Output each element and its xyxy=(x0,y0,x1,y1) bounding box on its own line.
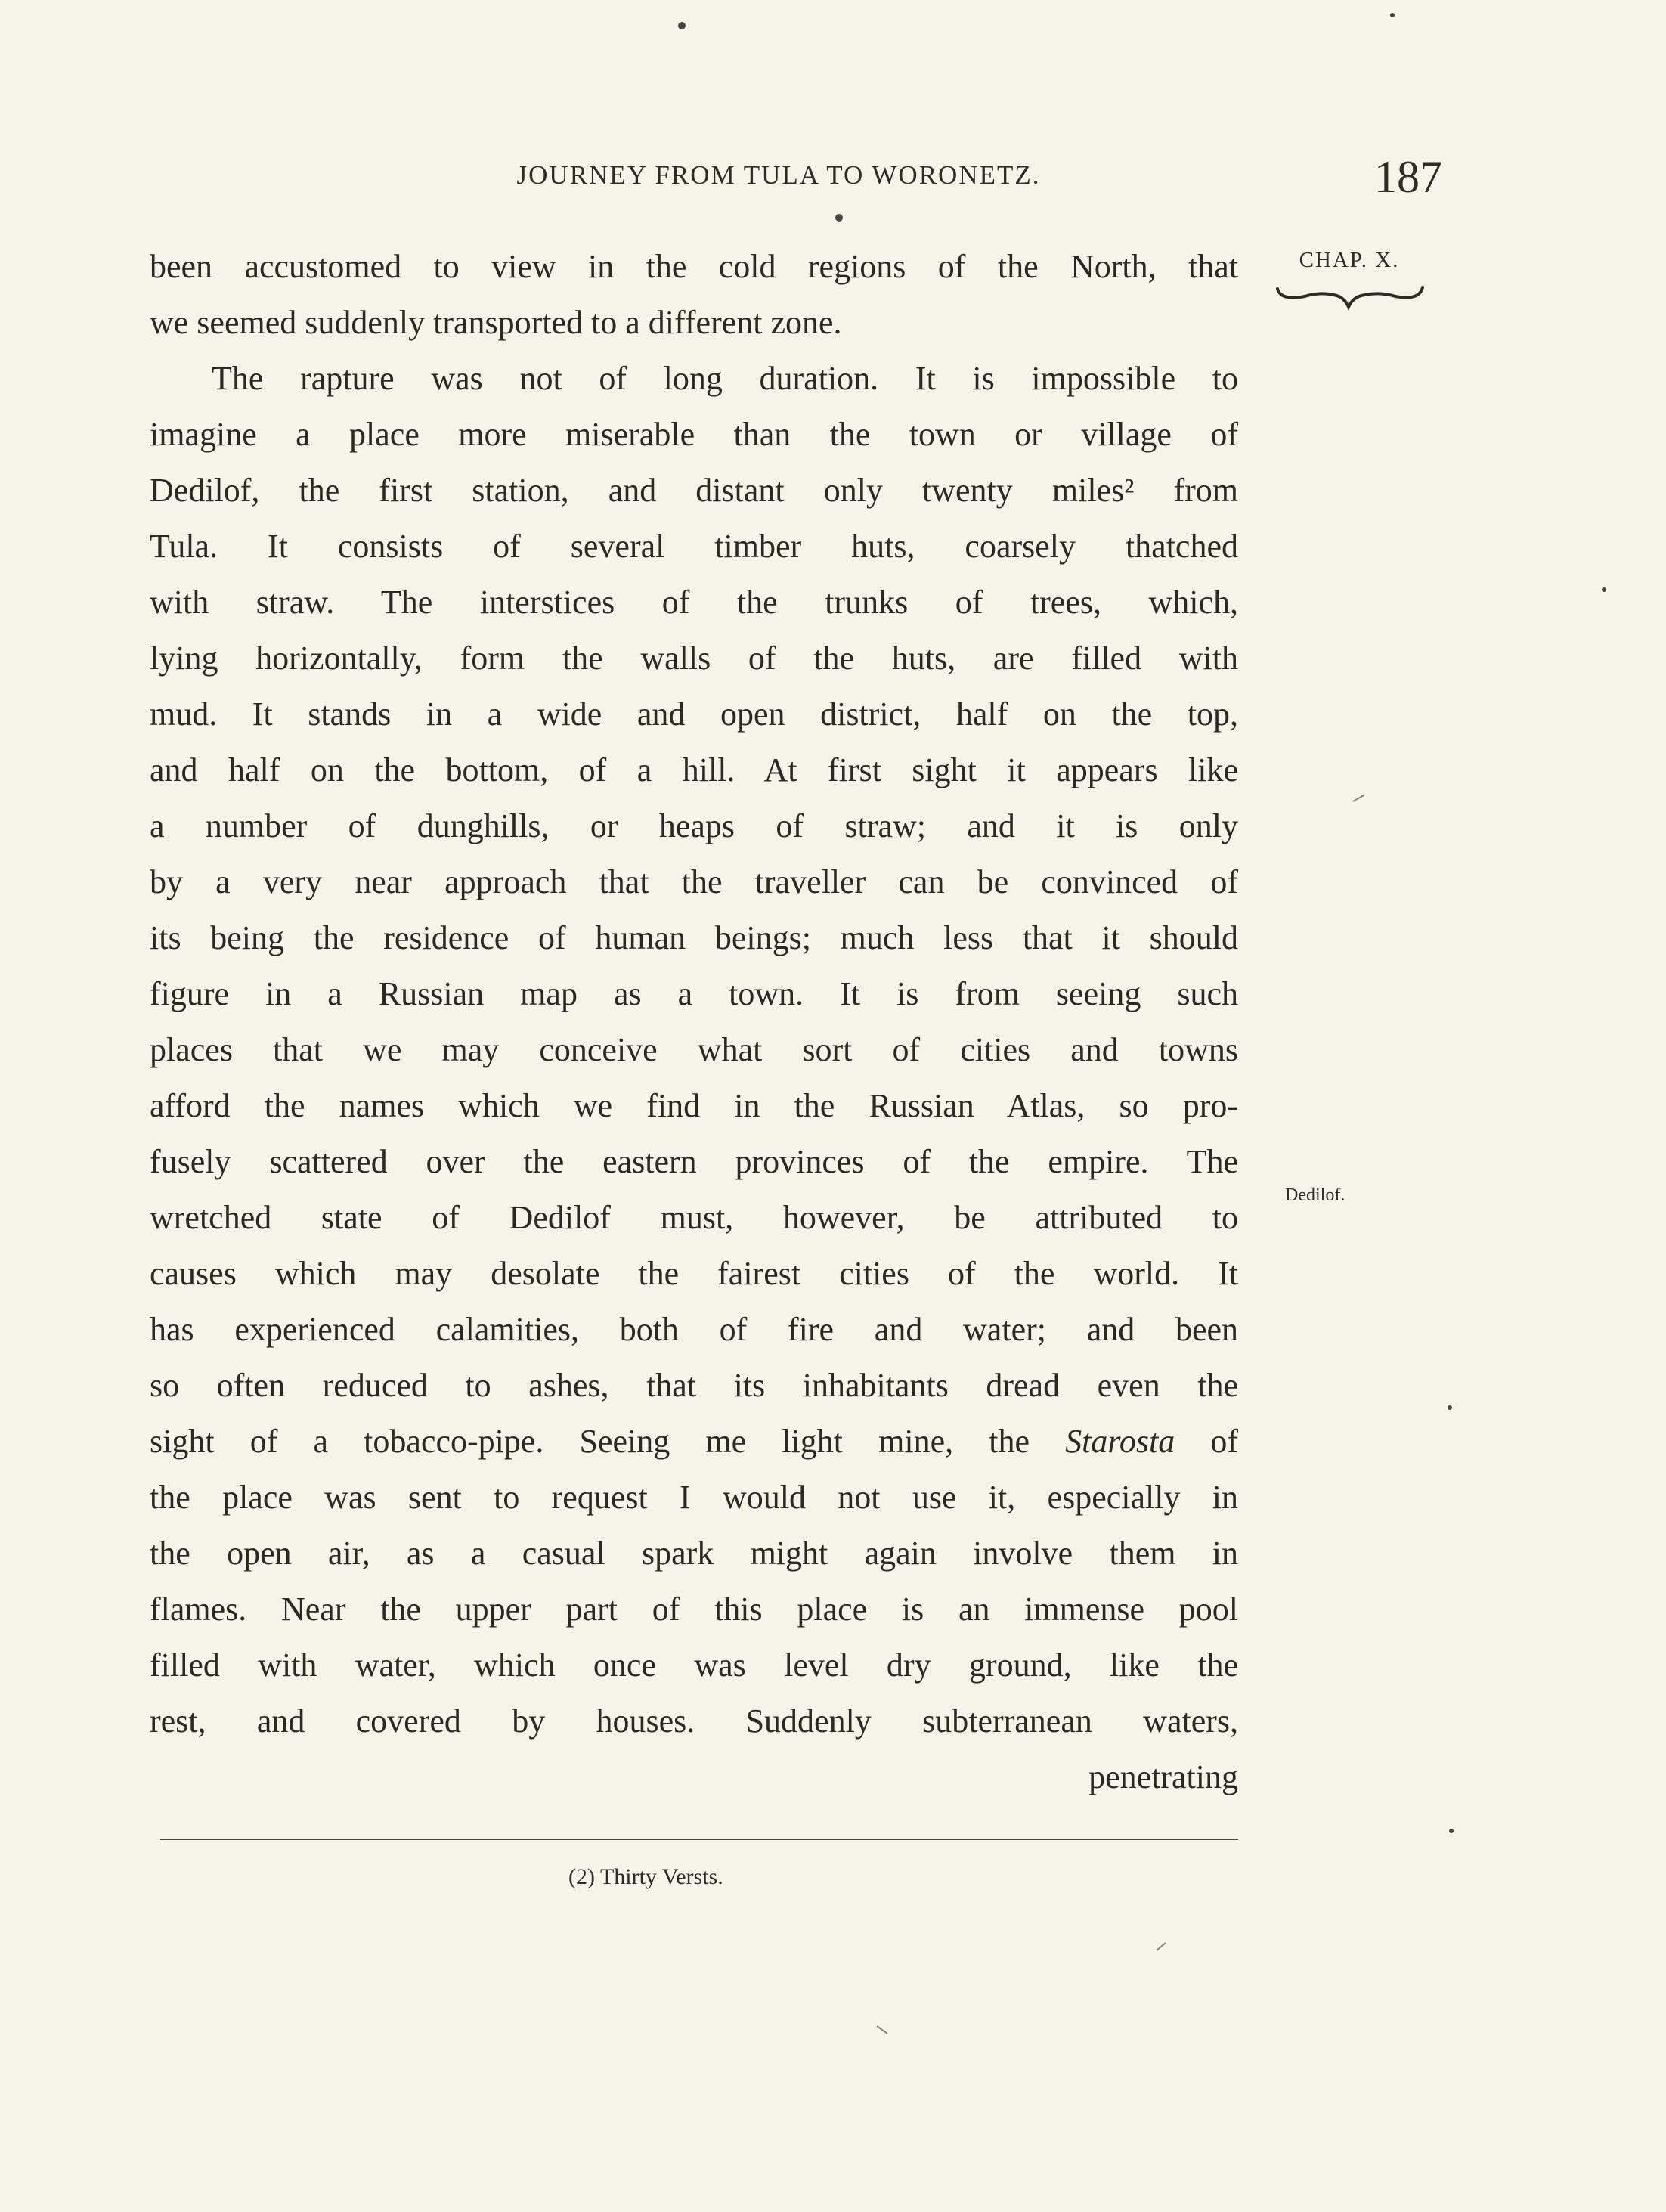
text-line: flames. Near the upper part of this place is an immense pool xyxy=(150,1591,1238,1628)
chapter-label: CHAP. X. xyxy=(1299,248,1400,272)
text-line: fusely scattered over the eastern provinces of the empire. The xyxy=(150,1143,1238,1180)
footnote-rule xyxy=(160,1839,1238,1840)
text-line: mud. It stands in a wide and open district, half on the top, xyxy=(150,696,1238,733)
text-line: filled with water, which once was level dry ground, like the xyxy=(150,1647,1238,1684)
italic-term: Starosta xyxy=(1065,1423,1175,1460)
chapter-brace-ornament xyxy=(1274,281,1426,314)
text-line: been accustomed to view in the cold regions of the North, that xyxy=(150,248,1238,285)
text-line: the open air, as a casual spark might again involve them in xyxy=(150,1535,1238,1572)
text-line: imagine a place more miserable than the town or village of xyxy=(150,416,1238,453)
text-line: Dedilof, the first station, and distant only twenty miles² from xyxy=(150,472,1238,509)
text-line: lying horizontally, form the walls of the huts, are filled with xyxy=(150,640,1238,677)
text-line: by a very near approach that the traveller can be convinced of xyxy=(150,863,1238,900)
page-number: 187 xyxy=(1374,152,1442,202)
body-text xyxy=(150,239,1238,1805)
text-line: rest, and covered by houses. Suddenly subterranean waters, xyxy=(150,1702,1238,1740)
running-title: JOURNEY FROM TULA TO WORONETZ. xyxy=(516,160,1041,190)
text-segment: sight of a tobacco-pipe. Seeing me light mine, the xyxy=(150,1423,1066,1460)
side-note: Dedilof. xyxy=(1285,1185,1345,1205)
text-line: causes which may desolate the fairest cities of the world. It xyxy=(150,1255,1238,1292)
text-line-with-italic xyxy=(150,1414,1238,1470)
text-line: the place was sent to request I would not use it, especially in xyxy=(150,1479,1238,1516)
text-line: wretched state of Dedilof must, however, be attributed to xyxy=(150,1199,1238,1236)
text-line: The rapture was not of long duration. It is impossible to xyxy=(212,360,1238,397)
text-line: its being the residence of human beings; much less that it should xyxy=(150,919,1238,956)
text-line: with straw. The interstices of the trunks of trees, which, xyxy=(150,584,1238,621)
footnote: (2) Thirty Versts. xyxy=(568,1864,723,1889)
text-line: figure in a Russian map as a town. It is from seeing such xyxy=(150,975,1238,1012)
text-line: and half on the bottom, of a hill. At first sight it appears like xyxy=(150,751,1238,788)
text-line: afford the names which we find in the Russian Atlas, so pro- xyxy=(150,1087,1238,1124)
text-line: so often reduced to ashes, that its inhabitants dread even the xyxy=(150,1367,1238,1404)
text-line: a number of dunghills, or heaps of straw; and it is only xyxy=(150,807,1238,844)
catchword: penetrating xyxy=(1088,1758,1238,1795)
text-line: Tula. It consists of several timber huts, coarsely thatched xyxy=(150,528,1238,565)
text-line: has experienced calamities, both of fire and water; and been xyxy=(150,1311,1238,1348)
text-segment: of xyxy=(1175,1423,1238,1460)
text-line: we seemed suddenly transported to a different zone. xyxy=(150,304,842,341)
text-line: places that we may conceive what sort of cities and towns xyxy=(150,1031,1238,1068)
